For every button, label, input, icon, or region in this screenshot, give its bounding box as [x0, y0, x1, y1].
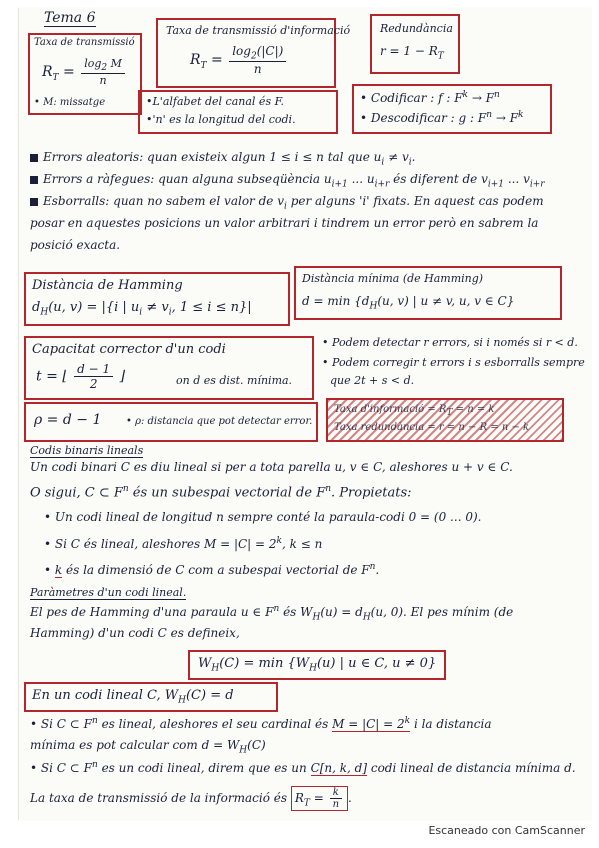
- alphabet-box: [138, 90, 338, 134]
- alphabet-line-1: •L'alfabet del canal és F.: [146, 95, 284, 108]
- decoding-map: • Descodificar : g : $F^n \to F^k$: [360, 110, 524, 125]
- coding-box: [352, 84, 552, 134]
- correction-rule-line-2: que 2t + s < d.: [330, 374, 415, 387]
- bullet-square-icon: [30, 154, 38, 162]
- hamming-distance-heading: Distància de Hamming: [32, 278, 183, 293]
- hamming-weight-definition-2: Hamming) d'un codi C es defineix,: [30, 626, 240, 640]
- crossed-out-line-2: Taxa redundància = r = n − R = n − k: [334, 422, 530, 433]
- detection-distance-box: [24, 402, 318, 442]
- encoding-map: • Codificar : f : $F^k \to F^n$: [360, 90, 500, 105]
- burst-errors: Errors a ràfegues: quan alguna subseqüència $u_{i+1}$ ... $u_{i+r}$ és diferent de $v_{i+1}$ ... $v_{i+r}$: [30, 172, 545, 189]
- linear-code-property-2: • Si C és lineal, aleshores $M = |C| = 2^k$, k ≤ n: [44, 536, 323, 551]
- minimum-distance-heading: Distància mínima (de Hamming): [302, 272, 484, 285]
- page-title: [44, 10, 96, 26]
- detection-distance-formula: ρ = d − 1: [34, 412, 102, 428]
- linear-codes-heading-text: Codis binaris lineals: [30, 444, 144, 457]
- erasures-line-2: posar en aquestes posicions un valor arbitrari i tindrem un error però en sabrem la: [30, 216, 539, 230]
- hamming-distance-box: [24, 272, 290, 326]
- linear-minimum-weight-box: [24, 682, 278, 712]
- correction-rule-line-1: • Podem corregir t errors i s esborralls sempre: [322, 356, 585, 369]
- linear-code-property-1: • Un codi lineal de longitud n sempre conté la paraula-codi 0 = (0 ... 0).: [44, 510, 482, 524]
- random-errors: Errors aleatoris: quan existeix algun 1 ≤ i ≤ n tal que $u_i \ne v_i$.: [30, 150, 415, 167]
- information-rate-formula: $R_T$ = $\frac{\log_2(|C|)}{n}$: [190, 44, 288, 76]
- closing-line-3: • Si C ⊂ $F^n$ es un codi lineal, direm que es un C[n, k, d] codi lineal de distancia mínima d.: [30, 760, 576, 775]
- closing-line-4: La taxa de transmissió de la informació és $R_T$ = $\frac{k}{n}$ .: [30, 787, 352, 810]
- linear-codes-heading: [30, 444, 143, 457]
- detection-rule: • Podem detectar r errors, si i només si r < d.: [322, 336, 578, 349]
- information-rate-box: [156, 18, 351, 88]
- minimum-distance-box: [294, 266, 562, 320]
- hamming-weight-definition: El pes de Hamming d'una paraula u ∈ $F^n$ és $W_H(u) = d_H(u$, 0). El pes mínim (de: [30, 604, 514, 623]
- erasures-line-1: Esborralls: quan no sabem el valor de $v_i$ per alguns 'i' fixats. En aquest cas podem: [30, 194, 544, 211]
- linear-code-subspace: O sigui, C ⊂ $F^n$ és un subespai vectorial de $F^n$. Propietats:: [30, 484, 412, 501]
- crossed-out-box: [326, 398, 564, 442]
- minimum-distance-formula: $d = \min \{d_H(u$, v) | u ≠ v, u, v ∈ C}: [302, 294, 515, 312]
- correction-capacity-formula: t = ⌊ $\frac{d - 1}{2}$ ⌋: [36, 362, 126, 391]
- parameters-heading-text: Paràmetres d'un codi lineal.: [30, 586, 187, 599]
- redundancy-box: [370, 14, 460, 74]
- alphabet-line-2: •'n' es la longitud del codi.: [146, 113, 296, 126]
- scanner-watermark: Escaneado con CamScanner: [428, 824, 585, 837]
- hamming-distance-formula: $d_H(u$, v) = |{i | $u_i \ne v_i$, 1 ≤ i ≤ n}|: [32, 300, 252, 318]
- erasures-line-3: posició exacta.: [30, 238, 121, 252]
- closing-line-1: • Si C ⊂ $F^n$ es lineal, aleshores el seu cardinal és $M = |C| = 2^k$ i la distancia: [30, 716, 492, 731]
- bullet-square-icon: [30, 198, 38, 206]
- transmission-rate-heading: Taxa de transmissió: [34, 37, 135, 48]
- redundancy-heading: Redundància: [380, 22, 453, 35]
- minimum-weight-box: [188, 650, 446, 680]
- parameters-heading: [30, 586, 186, 599]
- correction-capacity-note: on d es dist. mínima.: [176, 374, 293, 387]
- redundancy-formula: $r = 1 - R_T$: [380, 44, 444, 62]
- linear-code-property-3: • k és la dimensió de C com a subespai vectorial de $F^n$.: [44, 562, 380, 577]
- minimum-weight-formula: $W_H(C) = \min \{W_H(u)$ | u ∈ C, u ≠ 0}: [198, 656, 437, 674]
- correction-capacity-box: [24, 336, 314, 400]
- bullet-square-icon: [30, 176, 38, 184]
- detection-distance-note: • ρ: distancia que pot detectar error.: [126, 416, 313, 427]
- information-rate-heading: Taxa de transmissió d'informació: [166, 24, 351, 37]
- transmission-rate-formula: $R_T$ = $\frac{\log_2 M}{n}$: [42, 57, 127, 87]
- transmission-rate-box: [28, 33, 142, 115]
- correction-capacity-heading: Capacitat corrector d'un codi: [32, 342, 226, 357]
- linear-code-definition: Un codi binari C es diu lineal si per a tota parella u, v ∈ C, aleshores u + v ∈ C.: [30, 460, 513, 474]
- closing-line-2: mínima es pot calcular com $d = W_H(C)$: [30, 738, 266, 756]
- linear-minimum-weight-statement: En un codi lineal C, $W_H(C) = d$: [32, 688, 234, 706]
- page-title-text: Tema 6: [44, 10, 96, 26]
- crossed-out-line-1: Taxa d'informació = $R_T = n = k$: [334, 404, 495, 418]
- message-note: • M: missatge: [34, 97, 106, 108]
